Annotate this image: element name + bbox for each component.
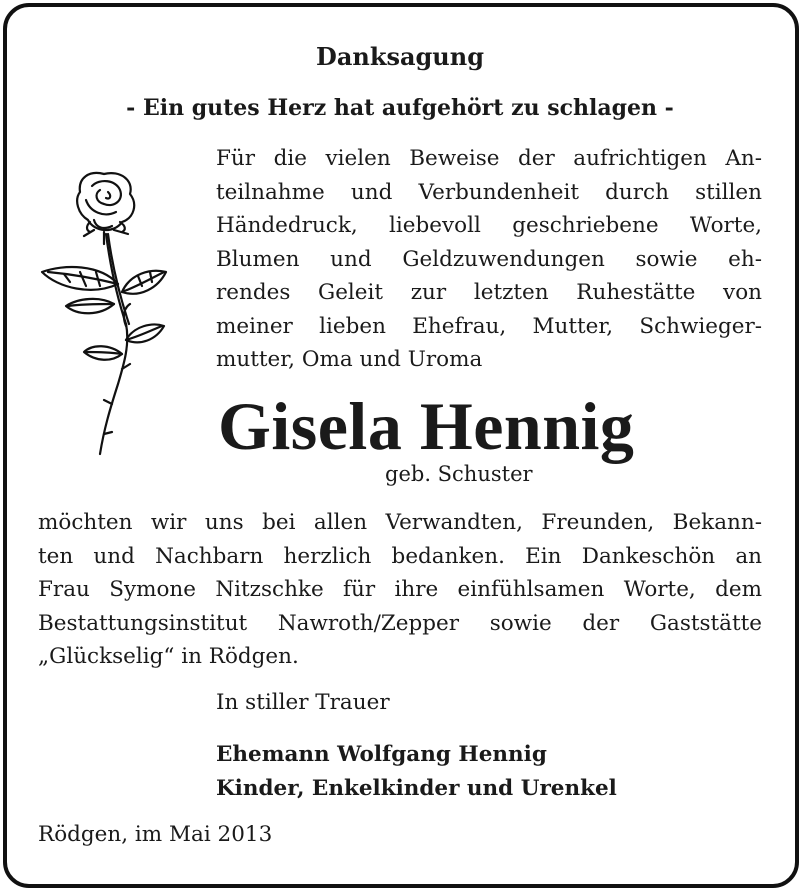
intro-line: Für die vielen Beweise der aufrichtigen An- bbox=[216, 146, 762, 171]
body-line: Bestattungsinstitut Nawroth/Zepper sowie der Gaststätte bbox=[38, 610, 762, 636]
body-line: „Glückselig“ in Rödgen. bbox=[38, 644, 299, 669]
signer-line: Kinder, Enkelkinder und Urenkel bbox=[216, 776, 617, 801]
body-line: möchten wir uns bei allen Verwandten, Freunden, Bekann- bbox=[38, 510, 762, 535]
intro-line: Blumen und Geldzuwendungen sowie eh- bbox=[216, 246, 762, 272]
mourning-line: In stiller Trauer bbox=[216, 690, 390, 715]
intro-line: rendes Geleit zur letzten Ruhestätte von bbox=[216, 280, 762, 305]
intro-line: meiner lieben Ehefrau, Mutter, Schwieger- bbox=[216, 313, 762, 339]
rose-icon bbox=[34, 164, 174, 464]
deceased-name: Gisela Hennig bbox=[218, 388, 635, 464]
maiden-name: geb. Schuster bbox=[385, 462, 533, 486]
intro-line: teilnahme und Verbundenheit durch stillen bbox=[216, 179, 762, 205]
place-date: Rödgen, im Mai 2013 bbox=[38, 822, 273, 847]
body-line: Frau Symone Nitzschke für ihre einfühlsamen Worte, dem bbox=[38, 577, 762, 602]
intro-line: Händedruck, liebevoll geschriebene Worte, bbox=[216, 213, 762, 238]
intro-paragraph bbox=[216, 142, 762, 377]
thanks-paragraph bbox=[38, 506, 762, 674]
signers-block bbox=[216, 738, 617, 806]
signer-line: Ehemann Wolfgang Hennig bbox=[216, 742, 547, 767]
intro-line: mutter, Oma und Uroma bbox=[216, 347, 483, 372]
body-line: ten und Nachbarn herzlich bedanken. Ein Dankeschön an bbox=[38, 543, 762, 569]
notice-title: Danksagung bbox=[316, 42, 484, 71]
notice-subtitle: - Ein gutes Herz hat aufgehört zu schlagen - bbox=[126, 95, 674, 121]
